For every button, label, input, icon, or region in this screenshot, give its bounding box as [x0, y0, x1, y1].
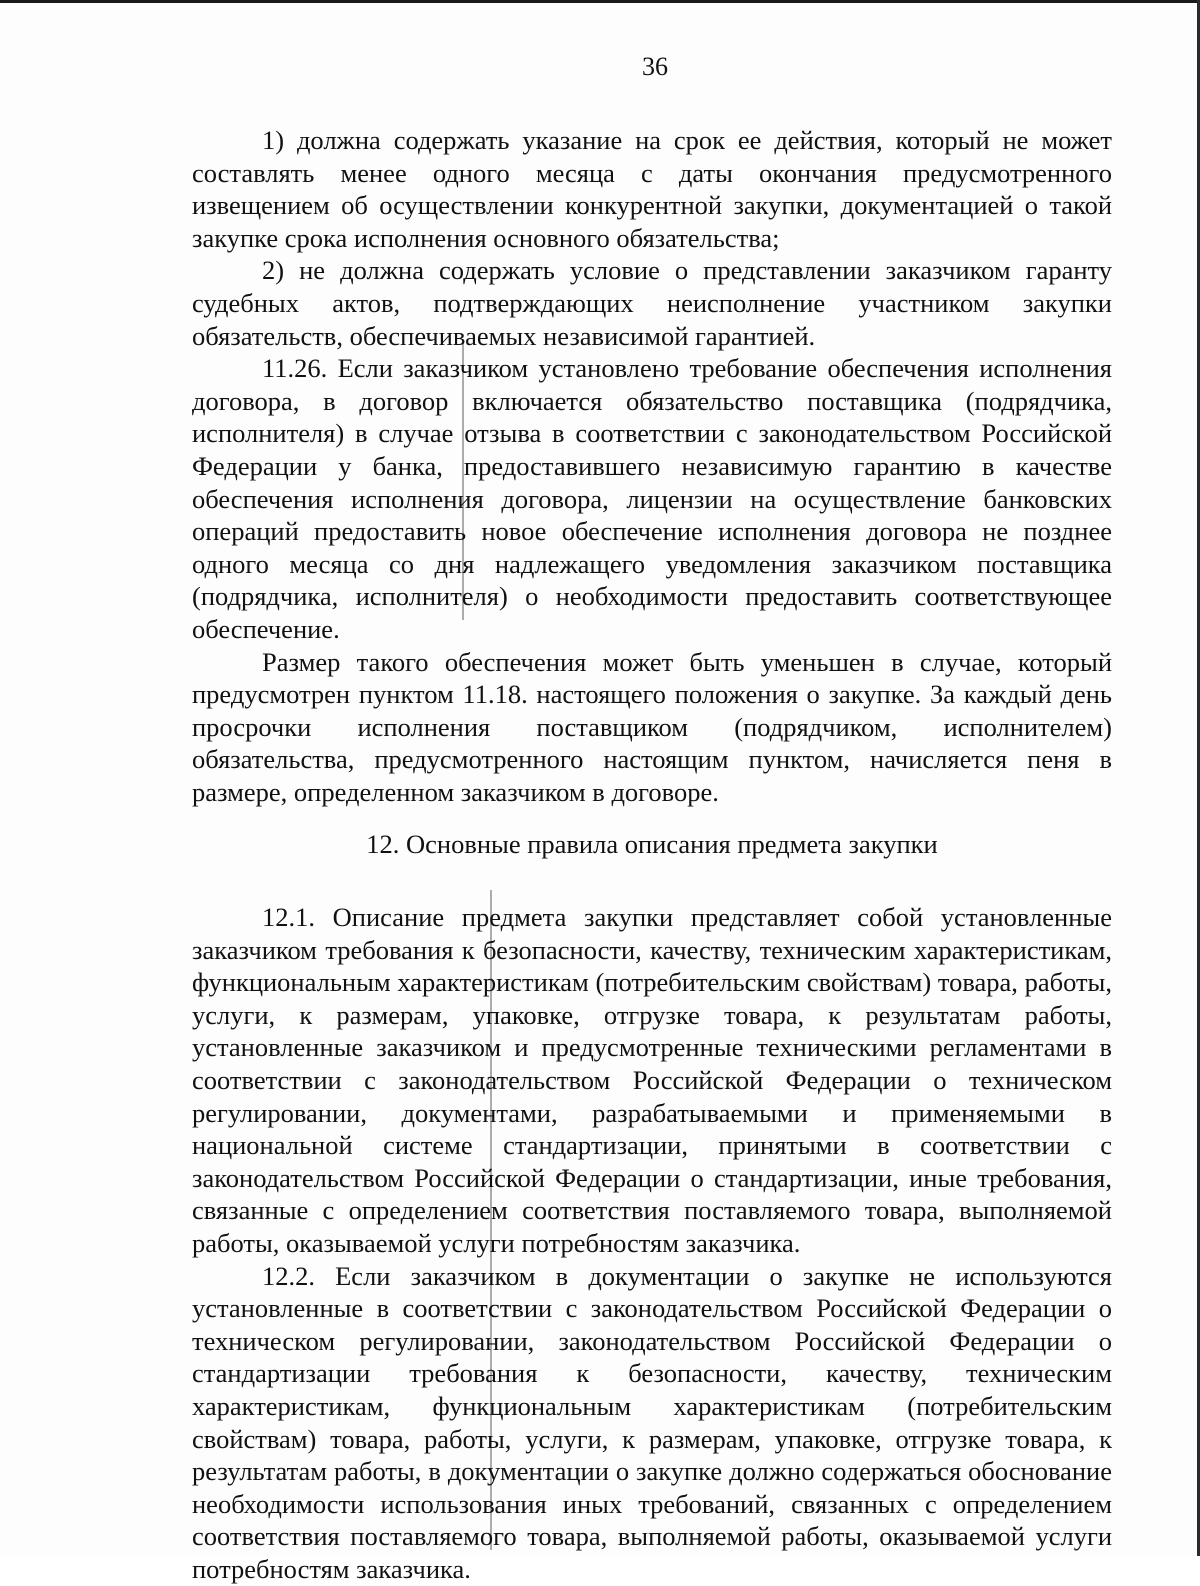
page-number: 36 [642, 52, 668, 81]
paragraph-12-2: 12.2. Если заказчиком в документации о закупке не используются установленные в соответствии с законодательством Российской Федерации о техническом регулировании, законодательством Российской Федерации о стандартизации требования к безопасности, качеству, техническим характеристикам, функциональным характеристикам (потребительским свойствам) товара, работы, услуги, к размерам, упаковке, отгрузке товара, к результатам работы, в документации о закупке должно содержаться обоснование необходимости использования иных требований, связанных с определением соответствия поставляемого товара, выполняемой работы, оказываемой услуги потребностям заказчика. [192, 1260, 1112, 1584]
paragraph-12-1: 12.1. Описание предмета закупки представляет собой установленные заказчиком требования к безопасности, качеству, техническим характеристикам, функциональным характеристикам (потребительским свойствам) товара, работы, услуги, к размерам, упаковке, отгрузке товара, к результатам работы, установленные заказчиком и предусмотренные техническими регламентами в соответствии с законодательством Российской Федерации о техническом регулировании, документами, разрабатываемыми и применяемыми в национальной системе стандартизации, принятыми в соответствии с законодательством Российской Федерации о стандартизации, иные требования, связанные с определением соответствия поставляемого товара, выполняемой работы, оказываемой услуги потребностям заказчика. [192, 902, 1112, 1258]
paragraph-2-conditions: 2) не должна содержать условие о представлении заказчиком гаранту судебных актов, подтверждающих неисполнение участником закупки обязательств, обеспечиваемых независимой гарантией. [192, 255, 1112, 351]
paragraph-11-26: 11.26. Если заказчиком установлено требование обеспечения исполнения договора, в договор включается обязательство поставщика (подрядчика, исполнителя) в случае отзыва в соответствии с законодательством Российской Федерации у банка, предоставившего независимую гарантию в качестве обеспечения исполнения договора, лицензии на осуществление банковских операций предоставить новое обеспечение исполнения договора не позднее одного месяца со дня надлежащего уведомления заказчиком поставщика (подрядчика, исполнителя) о необходимости предоставить соответствующее обеспечение. [192, 353, 1112, 644]
scan-edge-top [0, 0, 1200, 3]
paragraph-security-size: Размер такого обеспечения может быть уменьшен в случае, который предусмотрен пунктом 11.18. настоящего положения о закупке. За каждый день просрочки исполнения поставщиком (подрядчиком, исполнителем) обязательства, предусмотренного настоящим пунктом, начисляется пеня в размере, определенном заказчиком в договоре. [192, 646, 1112, 807]
section-heading: 12. Основные правила описания предмета закупки [366, 829, 938, 860]
paragraph-1-term: 1) должна содержать указание на срок ее действия, который не может составлять менее одного месяца с даты окончания предусмотренного извещением об осуществлении конкурентной закупки, документацией о такой закупке срока исполнения основного обязательства; [192, 125, 1112, 253]
document-body [192, 124, 1112, 1586]
